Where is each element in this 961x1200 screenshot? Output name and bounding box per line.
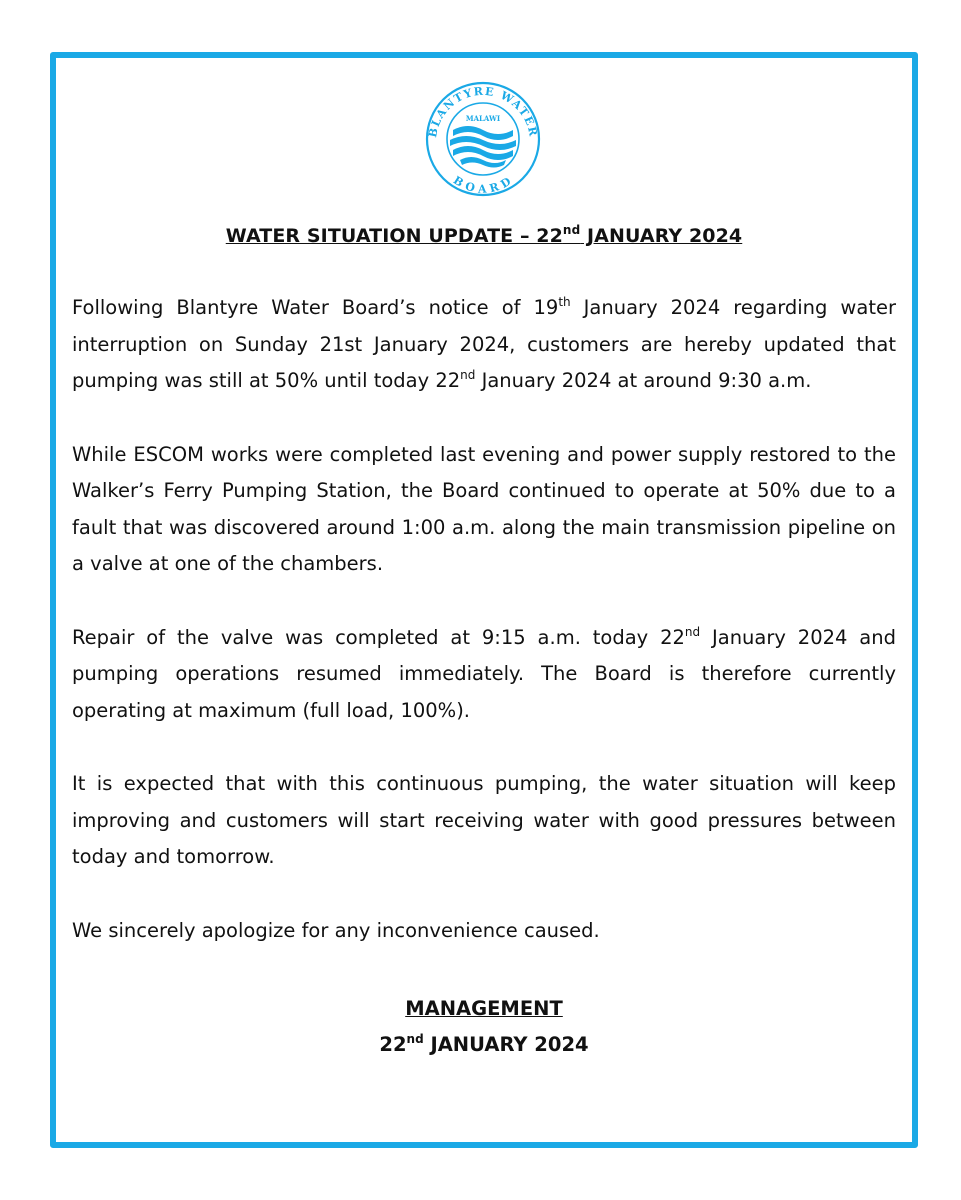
- paragraph-expectation: It is expected that with this continuous pumping, the water situation will keep improving and customers will start receiving water with good pressures between today and tomorrow.: [72, 772, 896, 868]
- paragraph-apology: We sincerely apologize for any inconvenience caused.: [72, 918, 600, 942]
- logo-ring-text-bottom: BOARD: [450, 173, 516, 196]
- paragraph-valve-repair: Repair of the valve was completed at 9:15 a.m. today 22nd January 2024 and pumping operations resumed immediately. The Board is therefore currently operating at maximum (full load, 100%).: [72, 624, 896, 722]
- signature-name: MANAGEMENT: [405, 997, 563, 1020]
- paragraph-notice-reference: Following Blantyre Water Board’s notice of 19th January 2024 regarding water interruption on Sunday 21st January 2024, customers are hereby updated that pumping was still at 50% until today 22nd January 2024 at around 9:30 a.m.: [72, 295, 896, 392]
- notice-title: WATER SITUATION UPDATE – 22nd JANUARY 2024: [225, 223, 743, 247]
- logo-waves-icon: [450, 126, 516, 168]
- notice-content: [72, 220, 896, 1063]
- blantyre-water-board-logo: [420, 80, 546, 198]
- svg-text:BOARD: [451, 174, 515, 196]
- paragraph-escom-works: While ESCOM works were completed last evening and power supply restored to the Walker’s Ferry Pumping Station, the Board continued to operate at 50% due to a fault that was discovered around 1:00 a.m. along the main transmission pipeline on a valve at one of the chambers.: [72, 442, 896, 575]
- logo-center-text: MALAWI: [465, 114, 501, 123]
- logo-ring-text-top: BLANTYRE WATER: [426, 84, 540, 139]
- signature-block: [72, 991, 896, 1063]
- signature-date: 22nd JANUARY 2024: [379, 1032, 589, 1056]
